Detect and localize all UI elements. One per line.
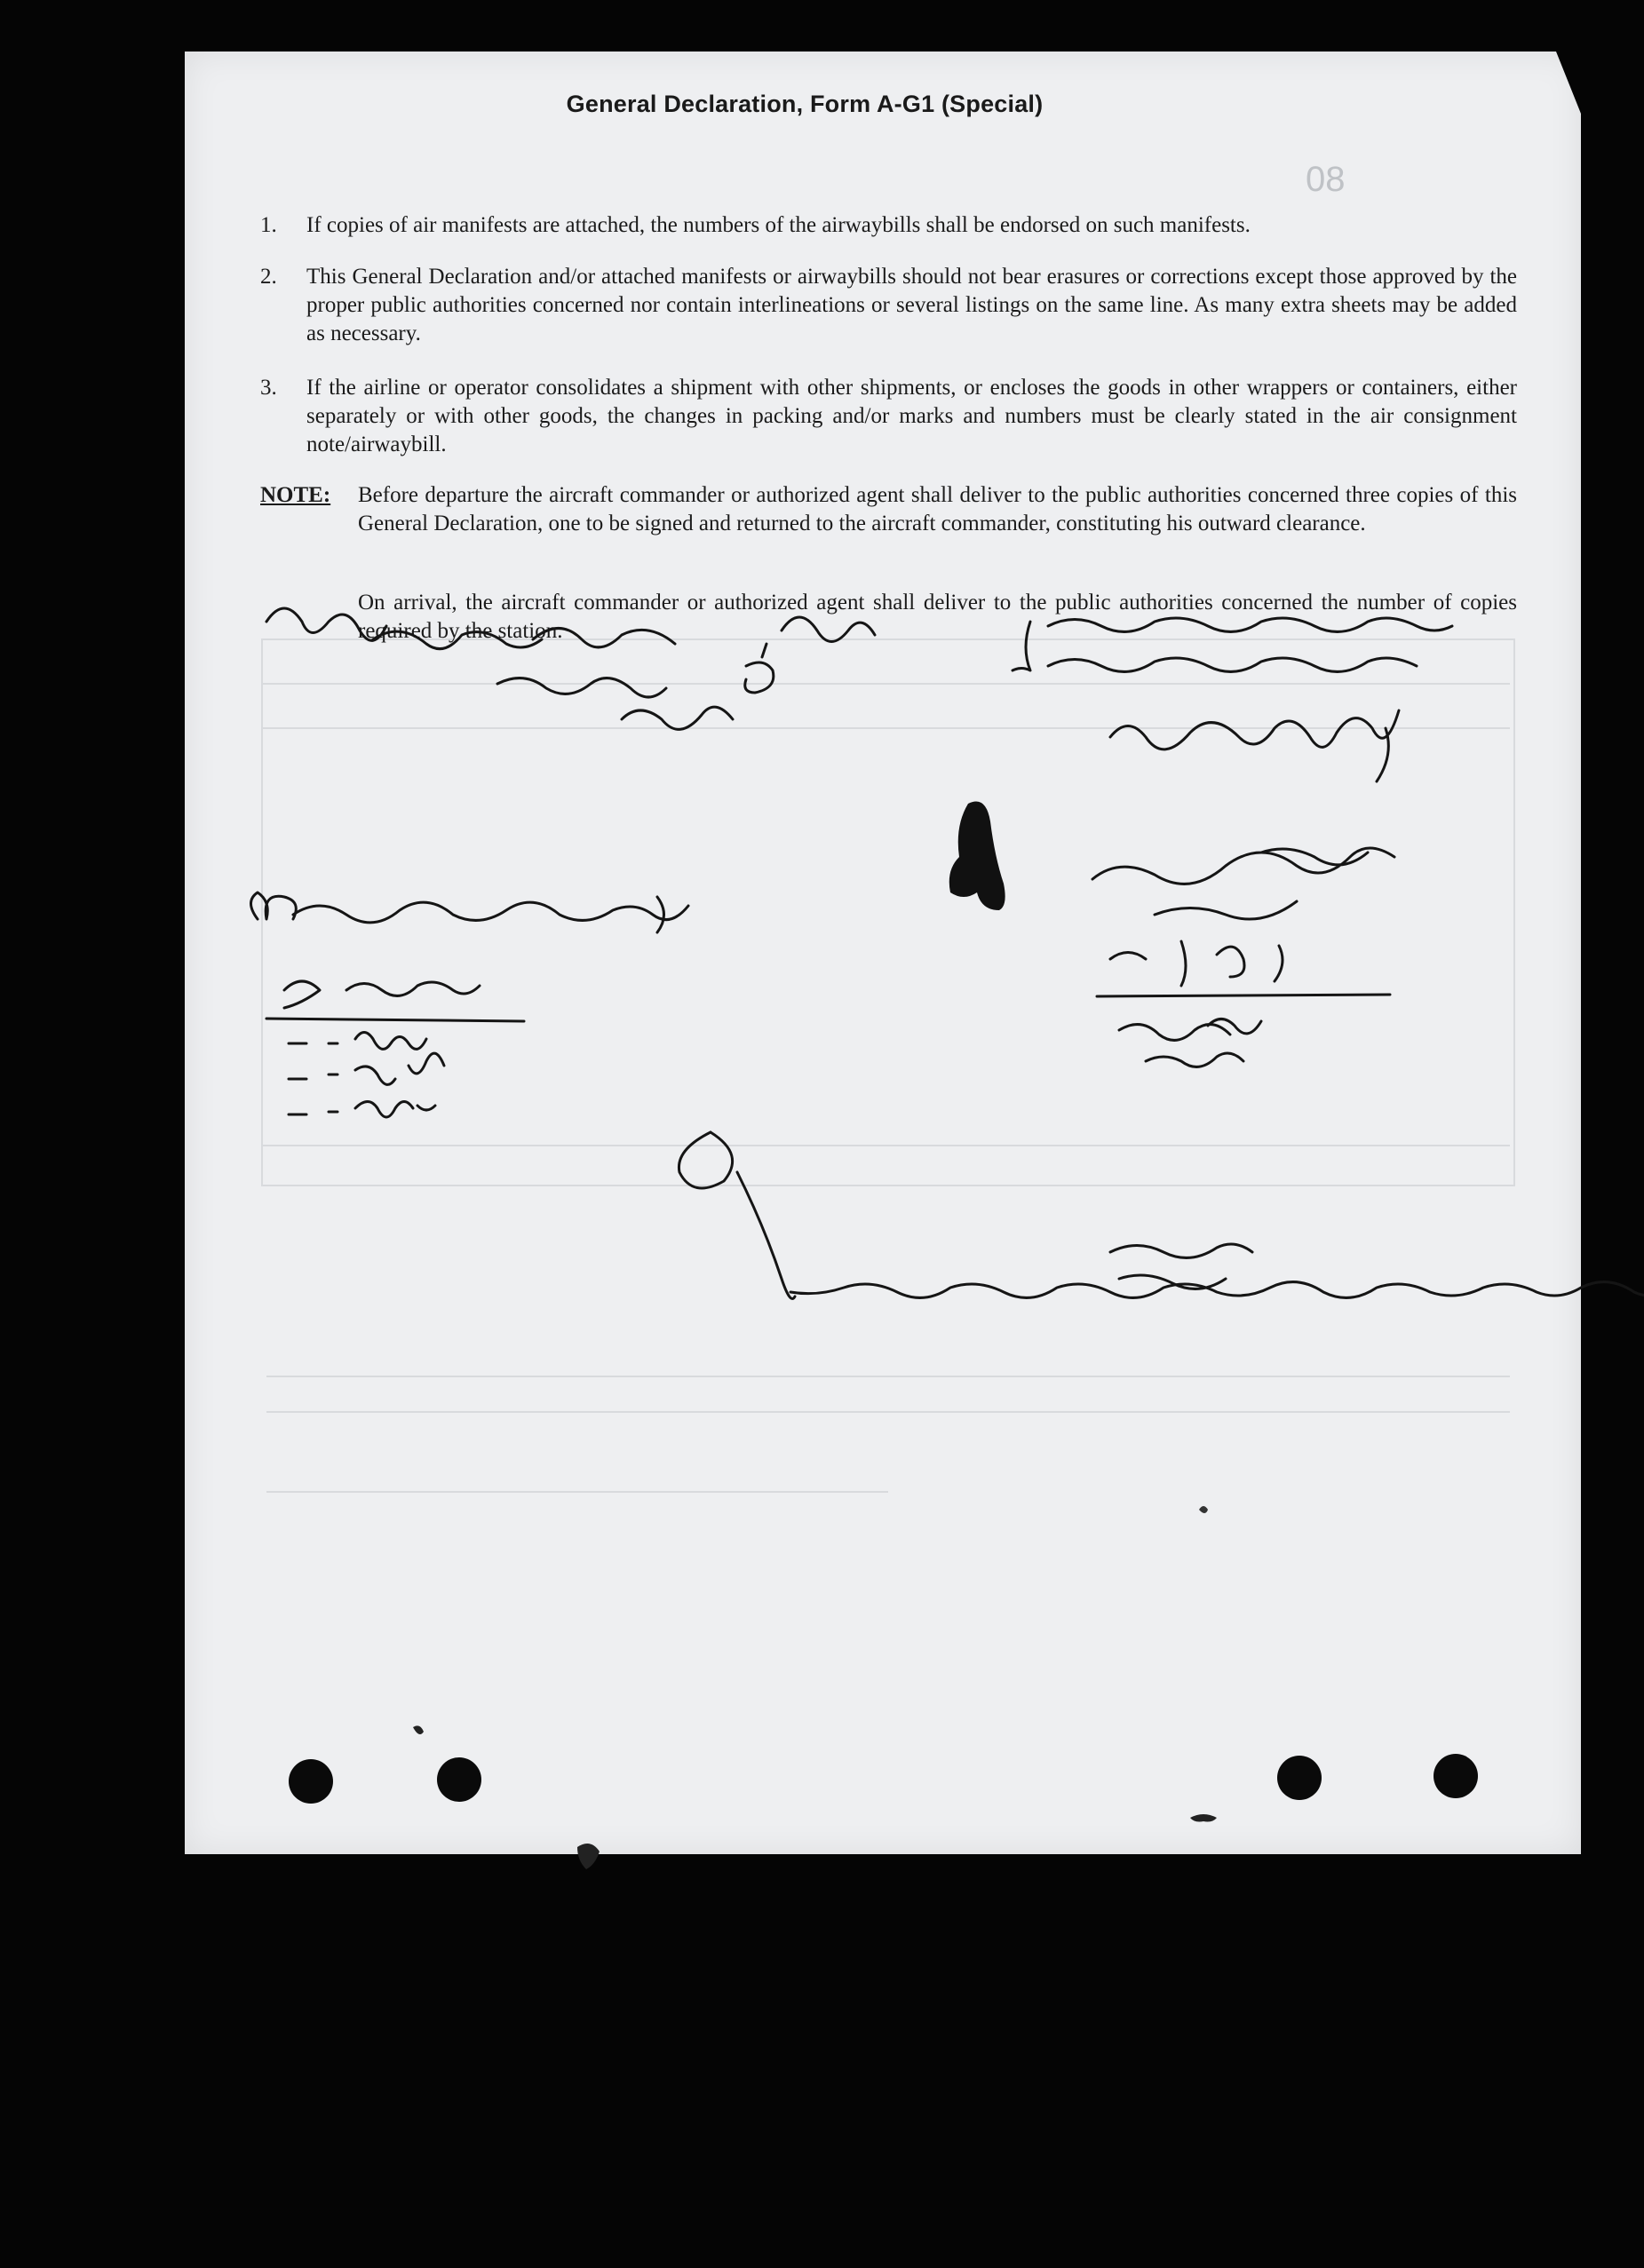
item-text: If the airline or operator consolidates a shipment with other shipments, or encloses the goods in other wrappers or containers, either separately or with other goods, the changes in packing and/or marks and numbers must be clearly stated in the air consignment note/airwaybill. bbox=[306, 376, 1517, 456]
punch-hole-4 bbox=[1434, 1754, 1478, 1798]
item-number: 2. bbox=[260, 265, 277, 289]
item-number: 3. bbox=[260, 376, 277, 400]
punch-hole-1 bbox=[289, 1759, 333, 1804]
item-text: This General Declaration and/or attached manifests or airwaybills should not bear erasures or corrections except those approved by the proper public authorities concerned nor contain interlineations or several listings on the same line. As many extra sheets may be added as necessary. bbox=[306, 265, 1517, 345]
note-paragraph-1: Before departure the aircraft commander or authorized agent shall deliver to the public authorities concerned three copies of this General Declaration, one to be signed and returned to the aircraft commander, constituting his outward clearance. bbox=[358, 483, 1517, 535]
item-number: 1. bbox=[260, 213, 277, 237]
page-mark: 80 bbox=[1306, 160, 1346, 199]
form-title: General Declaration, Form A-G1 (Special) bbox=[566, 91, 1044, 117]
punch-hole-3 bbox=[1277, 1756, 1322, 1800]
punch-hole-2 bbox=[437, 1757, 481, 1802]
note-paragraph-2: On arrival, the aircraft commander or authorized agent shall deliver to the public authorities concerned the number of copies required by the station. bbox=[358, 591, 1517, 643]
note-label: NOTE: bbox=[260, 483, 331, 507]
item-text: If copies of air manifests are attached, the numbers of the airwaybills shall be endorsed on such manifests. bbox=[306, 213, 1251, 237]
